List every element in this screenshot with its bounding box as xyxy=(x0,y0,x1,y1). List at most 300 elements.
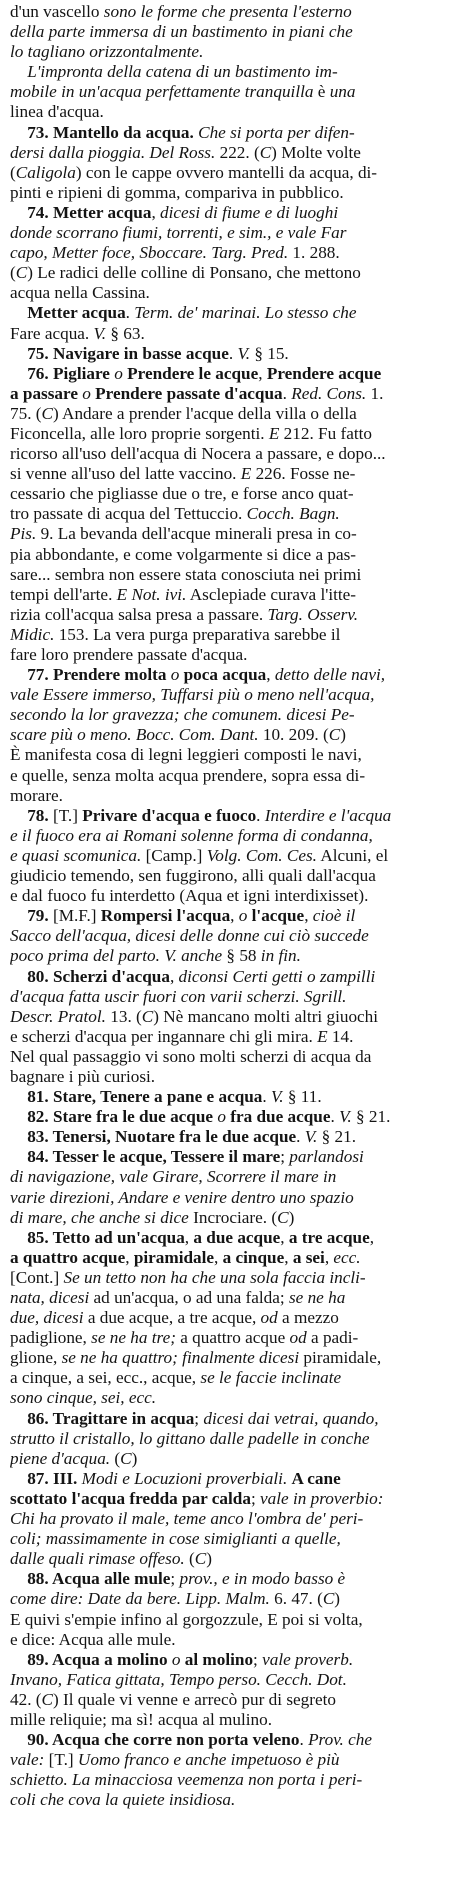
text-run: vale in proverbio: xyxy=(260,1488,384,1508)
text-run: ( xyxy=(110,1448,121,1468)
text-run: C xyxy=(15,263,28,283)
text-run: Caligola xyxy=(15,162,76,182)
text-run: ) Le radici delle colline di Ponsano, che mettono xyxy=(27,263,361,283)
text-run: Cocch. Bagn. xyxy=(246,504,340,524)
text-run: C xyxy=(259,142,272,162)
text-line xyxy=(10,1469,465,1489)
text-run: a due acque xyxy=(193,1227,281,1247)
text-run: al molino xyxy=(184,1649,254,1669)
text-line xyxy=(10,1047,465,1067)
text-run: dicesi dai vetrai, quando, xyxy=(203,1408,379,1428)
text-line xyxy=(10,203,465,223)
text-run: Midic. xyxy=(10,624,55,644)
text-run: § 21. xyxy=(317,1127,356,1147)
text-run: 88. Acqua alle mule xyxy=(10,1569,171,1589)
text-run: sono le forme che presenta l'esterno xyxy=(103,2,352,21)
text-run: [T.] xyxy=(52,805,83,825)
text-run: ) xyxy=(288,1207,295,1227)
text-run: 78. xyxy=(10,805,53,825)
text-line xyxy=(10,1288,465,1308)
text-line xyxy=(10,967,465,987)
text-run: 75. Navigare in basse acque xyxy=(10,343,229,363)
text-line xyxy=(10,645,465,665)
text-line xyxy=(10,1529,465,1549)
text-run: a quattro acque xyxy=(10,1247,126,1267)
text-line xyxy=(10,1690,465,1710)
text-line xyxy=(10,1388,465,1408)
text-run: Pis. xyxy=(10,524,37,544)
text-run: 85. Tetto ad un'acqua xyxy=(10,1227,185,1247)
text-run: padiglione, xyxy=(10,1328,92,1348)
text-line xyxy=(10,1248,465,1268)
text-run: § 11. xyxy=(283,1087,322,1107)
text-line xyxy=(10,1569,465,1589)
text-run: V. xyxy=(237,343,251,363)
text-run: ) xyxy=(334,1589,341,1609)
text-run: A cane xyxy=(291,1468,341,1488)
text-run: . xyxy=(296,1127,305,1147)
text-line xyxy=(10,1770,465,1790)
text-line xyxy=(10,504,465,524)
text-run: dalle quali rimase offeso. xyxy=(10,1549,185,1569)
text-run: se ne ha xyxy=(288,1288,346,1307)
text-run: ad un'acqua, o ad una falda; xyxy=(89,1288,289,1307)
text-run: 6. 47. ( xyxy=(269,1589,323,1609)
text-run: ecc. xyxy=(333,1247,361,1267)
text-run: Descr. Pratol. xyxy=(10,1006,106,1026)
text-run: , xyxy=(304,906,313,926)
text-line xyxy=(10,1549,465,1569)
text-run: 76. Pigliare xyxy=(10,363,110,383)
text-run: a cinque xyxy=(222,1247,285,1267)
text-run: Che si porta per difen- xyxy=(198,122,355,142)
text-run: a cinque, a sei, ecc., acque, xyxy=(10,1368,201,1388)
text-run: vale proverb. xyxy=(262,1649,354,1669)
text-run: , xyxy=(125,1247,134,1267)
text-run: 89. Acqua a molino xyxy=(10,1649,168,1669)
text-line xyxy=(10,22,465,42)
text-run: piramidale, xyxy=(299,1348,382,1368)
text-run: capo, Metter foce, Sboccare. Targ. Pred. xyxy=(10,243,289,263)
text-run: della parte immersa di un bastimento in piani che xyxy=(10,22,353,42)
text-line xyxy=(10,283,465,303)
text-run: V. xyxy=(93,323,107,343)
text-run: Fare acqua. xyxy=(10,323,94,343)
text-run: . xyxy=(299,1730,309,1750)
text-run: . xyxy=(125,303,135,323)
text-run: tro passate di acqua del Tettuccio. xyxy=(10,504,247,524)
text-run: Targ. Osserv. xyxy=(267,604,359,624)
text-run: ; xyxy=(170,1569,180,1589)
text-run: 1. 288. xyxy=(288,243,340,263)
text-run: Metter acqua xyxy=(10,303,126,323)
text-line xyxy=(10,263,465,283)
text-line xyxy=(10,705,465,725)
text-run: , xyxy=(266,665,275,685)
text-line xyxy=(10,1489,465,1509)
text-run: Asclepiade curava l'itte- xyxy=(186,584,357,604)
text-run: , xyxy=(184,1227,194,1247)
text-line xyxy=(10,987,465,1007)
text-line xyxy=(10,62,465,82)
text-run: § 21. xyxy=(351,1107,391,1127)
text-run: mobile in un'acqua perfettamente tranquilla xyxy=(10,82,314,102)
text-line xyxy=(10,1449,465,1469)
text-run: linea d'acqua. xyxy=(10,102,104,122)
text-run: Nel qual passaggio vi sono molti scherzi di acqua da xyxy=(10,1046,372,1066)
text-line xyxy=(10,183,465,203)
text-run: 1. xyxy=(366,383,384,403)
text-run: 153. La vera purga preparativa sarebbe il xyxy=(54,624,341,644)
text-run: dersi dalla pioggia. Del Ross. xyxy=(10,142,216,162)
text-run: come dire: Date da bere. Lipp. Malm. xyxy=(10,1589,270,1609)
text-run: poca acqua xyxy=(183,665,267,685)
text-run: 77. Prendere molta xyxy=(10,665,167,685)
text-line xyxy=(10,806,465,826)
text-line xyxy=(10,826,465,846)
text-line xyxy=(10,545,465,565)
text-run: sare... sembra non essere stata conosciuta nei primi xyxy=(10,564,362,584)
text-run: § 15. xyxy=(250,343,289,363)
text-run: Rompersi l'acqua xyxy=(100,906,231,926)
text-run: , xyxy=(284,1247,293,1267)
text-run: dicesi di fiume e di luoghi xyxy=(160,202,339,222)
text-line xyxy=(10,1127,465,1147)
text-line xyxy=(10,444,465,464)
text-run: V. xyxy=(271,1087,284,1107)
text-line xyxy=(10,123,465,143)
text-run: E quivi s'empie infino al gorgozzule, E poi si volta, xyxy=(10,1609,363,1629)
text-run: Red. Cons. xyxy=(291,383,367,403)
text-run: 75. ( xyxy=(10,403,42,423)
text-run: rizia coll'acqua salsa presa a passare. xyxy=(10,604,268,624)
text-run: 80. Scherzi d'acqua xyxy=(10,966,170,986)
text-run: pinti e ripieni di gomma, compariva in pubblico. xyxy=(10,182,344,202)
text-run: ) Molte volte xyxy=(271,142,361,162)
text-run: schietto. La minacciosa veemenza non porta i peri- xyxy=(10,1770,363,1790)
text-run: ) xyxy=(206,1549,212,1569)
text-line xyxy=(10,906,465,926)
text-line xyxy=(10,344,465,364)
text-run: C xyxy=(328,725,341,745)
text-run: acqua nella Cassina. xyxy=(10,283,150,303)
text-run: Prov. che xyxy=(308,1730,373,1750)
text-run: a mezzo xyxy=(277,1308,339,1328)
text-line xyxy=(10,1067,465,1087)
text-line xyxy=(10,886,465,906)
text-run: 222. ( xyxy=(215,142,260,162)
text-run: C xyxy=(322,1589,335,1609)
text-run: . xyxy=(256,805,265,825)
text-run: C xyxy=(141,1006,154,1026)
text-run: se le faccie inclinate xyxy=(200,1368,342,1388)
text-line xyxy=(10,1630,465,1650)
text-run: poco prima del parto. V. anche xyxy=(10,946,223,966)
text-line xyxy=(10,1368,465,1388)
text-run: L'impronta della catena di un bastimento im- xyxy=(10,62,338,82)
text-run: od xyxy=(289,1328,307,1348)
text-run: ) Andare a prender l'acque della villa o della xyxy=(52,403,357,423)
text-run: o xyxy=(77,383,96,403)
text-line xyxy=(10,324,465,344)
text-run: . xyxy=(228,343,238,363)
text-run: § 58 xyxy=(222,946,261,966)
text-line xyxy=(10,1147,465,1167)
text-run: ) xyxy=(340,725,346,745)
text-run: morare. xyxy=(10,785,63,805)
text-run: 87. III. xyxy=(10,1468,82,1488)
text-line xyxy=(10,1650,465,1670)
text-run: coli che cova la quiete insidiosa. xyxy=(10,1790,236,1810)
text-run: a passare xyxy=(10,383,78,403)
text-run: ) xyxy=(131,1448,138,1468)
text-run: 212. Fu fatto xyxy=(279,423,372,443)
text-run: sono cinque, sei, ecc. xyxy=(10,1388,157,1408)
text-run: 90. Acqua che corre non porta veleno xyxy=(10,1730,300,1750)
text-line xyxy=(10,1589,465,1609)
text-line xyxy=(10,143,465,163)
text-line xyxy=(10,1208,465,1228)
text-run: vale Essere immerso, Tuffarsi più o meno nell'acqua, xyxy=(10,685,375,705)
text-run: detto delle navi, xyxy=(274,665,386,685)
text-run: ) con le cappe ovvero mantelli da acqua, di- xyxy=(75,162,378,182)
text-run: È manifesta cosa di legni leggieri composti le navi, xyxy=(10,745,362,765)
text-run: Privare d'acqua e fuoco xyxy=(82,805,257,825)
text-run: coli; massimamente in cose simiglianti a quelle, xyxy=(10,1529,341,1549)
text-run: , xyxy=(214,1247,223,1267)
text-line xyxy=(10,223,465,243)
text-run: e scherzi d'acqua per ingannare chi gli mira. xyxy=(10,1026,318,1046)
text-run: , xyxy=(280,1227,289,1247)
text-line xyxy=(10,464,465,484)
text-run: o xyxy=(238,906,252,926)
text-run: 79. xyxy=(10,906,53,926)
text-line xyxy=(10,1027,465,1047)
text-run: . xyxy=(262,1087,271,1107)
text-run: . xyxy=(282,383,292,403)
text-run: ; xyxy=(194,1408,204,1428)
text-run: prov., e in modo basso è xyxy=(179,1569,346,1589)
text-line xyxy=(10,102,465,122)
text-run: piramidale xyxy=(133,1247,215,1267)
text-run: , xyxy=(258,363,267,383)
text-run: C xyxy=(277,1207,289,1227)
text-run: ) Il quale vi venne e arrecò pur di segreto xyxy=(52,1689,336,1709)
text-run: è xyxy=(313,82,330,102)
text-run: lo tagliano orizzontalmente. xyxy=(10,42,204,62)
text-run: Volg. Com. Ces. xyxy=(206,845,317,865)
text-line xyxy=(10,725,465,745)
text-run: d'un vascello xyxy=(10,2,104,21)
text-run: , xyxy=(230,906,239,926)
text-run: ricorso all'uso dell'acqua di Nocera a passare, e dopo... xyxy=(10,444,386,464)
text-line xyxy=(10,1409,465,1429)
text-run: Prendere acque xyxy=(266,363,382,383)
text-run: ; xyxy=(253,1649,263,1669)
text-run: a padi- xyxy=(306,1328,359,1348)
text-line xyxy=(10,665,465,685)
text-run: a quattro acque xyxy=(175,1328,290,1348)
text-run: C xyxy=(41,1689,53,1709)
text-line xyxy=(10,484,465,504)
text-line xyxy=(10,786,465,806)
text-run: 86. Tragittare in acqua xyxy=(10,1408,195,1428)
text-run: l'acque xyxy=(251,906,305,926)
text-run: se ne ha quattro; finalmente dicesi xyxy=(61,1348,300,1368)
text-run: , xyxy=(324,1247,334,1267)
text-run: Invano, Fatica gittata, Tempo perso. Cecch. Dot. xyxy=(10,1669,347,1689)
text-run: secondo la lor gravezza; che comunem. dicesi Pe- xyxy=(10,705,355,725)
text-run: E Not. ivi. xyxy=(116,584,187,604)
text-run: fare loro prendere passate d'acqua. xyxy=(10,645,248,664)
text-run: C xyxy=(41,403,53,423)
text-line xyxy=(10,685,465,705)
text-run: , xyxy=(151,202,161,222)
text-run: Term. de' marinai. Lo stesso che xyxy=(134,303,357,323)
text-run: a tre acque xyxy=(288,1227,370,1247)
text-run: , xyxy=(369,1227,375,1247)
text-run: fra due acque xyxy=(230,1107,331,1127)
text-run: Interdire e l'acqua xyxy=(264,805,392,825)
text-line xyxy=(10,565,465,585)
text-line xyxy=(10,1268,465,1288)
text-run: [M.F.] xyxy=(52,906,101,926)
text-run: vale: xyxy=(10,1750,45,1770)
text-run: 42. ( xyxy=(10,1689,42,1709)
text-run: ( xyxy=(10,162,16,182)
text-run: § 63. xyxy=(106,323,145,343)
text-run: 74. Metter acqua xyxy=(10,202,152,222)
text-run: o xyxy=(167,1649,185,1669)
text-run: od xyxy=(260,1308,278,1328)
text-run: 10. 209. ( xyxy=(258,725,329,745)
text-run: Incrociare. ( xyxy=(188,1207,278,1227)
text-run: [T.] xyxy=(44,1750,78,1770)
text-run: a due acque, a tre acque, xyxy=(83,1308,261,1328)
text-line xyxy=(10,1670,465,1690)
text-run: ( xyxy=(184,1549,195,1569)
text-line xyxy=(10,766,465,786)
text-line xyxy=(10,404,465,424)
text-run: o xyxy=(109,363,128,383)
text-line xyxy=(10,1610,465,1630)
text-line xyxy=(10,1107,465,1127)
text-line xyxy=(10,1228,465,1248)
text-run: Sacco dell'acqua, dicesi delle donne cui ciò succede xyxy=(10,926,369,946)
text-run: Prendere passate d'acqua xyxy=(95,383,283,403)
text-run: E xyxy=(268,423,280,443)
text-line xyxy=(10,1509,465,1529)
text-line xyxy=(10,384,465,404)
text-run: ; xyxy=(280,1147,290,1167)
text-line xyxy=(10,1328,465,1348)
text-run: ( xyxy=(10,263,16,283)
text-run: strutto il cristallo, lo gittano dalle padelle in conche xyxy=(10,1428,370,1448)
text-line xyxy=(10,926,465,946)
text-run: o xyxy=(213,1107,231,1127)
text-run: cessario che pigliasse due o tre, e forse anco quat- xyxy=(10,484,354,504)
text-run: E xyxy=(317,1026,328,1046)
text-run: 84. Tesser le acque, Tessere il mare xyxy=(10,1147,281,1167)
text-run: di mare, che anche si dice xyxy=(10,1207,189,1227)
text-run: C xyxy=(194,1549,207,1569)
text-run: e quasi scomunica. xyxy=(10,845,142,865)
text-run: glione, xyxy=(10,1348,62,1368)
text-line xyxy=(10,303,465,323)
text-run: in fin. xyxy=(260,946,301,966)
text-run: due, dicesi xyxy=(10,1308,84,1328)
text-run: di navigazione, vale Girare, Scorrere il mare in xyxy=(10,1167,337,1187)
text-run: Alcuni, el xyxy=(316,845,389,865)
text-run: [Cont.] xyxy=(10,1267,64,1287)
text-run: o xyxy=(166,665,184,685)
text-run: ; xyxy=(250,1488,261,1508)
text-run: 13. ( xyxy=(105,1006,142,1026)
text-run: d'acqua fatta uscir fuori con varii scherzi. Sgrill. xyxy=(10,986,347,1006)
text-line xyxy=(10,163,465,183)
text-run: 14. xyxy=(327,1026,354,1046)
text-line xyxy=(10,585,465,605)
text-run: Uomo franco e anche impetuoso è più xyxy=(77,1750,340,1770)
text-run: cioè il xyxy=(312,906,356,926)
text-run: . xyxy=(330,1107,340,1127)
text-run: bagnare i più curiosi. xyxy=(10,1066,156,1086)
text-line xyxy=(10,1429,465,1449)
text-run: una xyxy=(329,82,356,102)
text-run: nata, dicesi xyxy=(10,1288,90,1307)
text-run: 83. Tenersi, Nuotare fra le due acque xyxy=(10,1127,297,1147)
text-run: [Camp.] xyxy=(141,845,207,865)
text-run: scottato l'acqua fredda par calda xyxy=(10,1488,251,1508)
text-run: e quelle, senza molta acqua prendere, sopra essa di- xyxy=(10,765,366,785)
text-line xyxy=(10,1087,465,1107)
text-run: giudicio temendo, sen fuggirono, alli quali dall'acqua xyxy=(10,866,376,886)
text-line xyxy=(10,846,465,866)
text-run: C xyxy=(120,1448,132,1468)
text-run: Chi ha provato il male, teme anco l'ombra de' peri- xyxy=(10,1509,364,1529)
text-run: 81. Stare, Tenere a pane e acqua xyxy=(10,1087,263,1107)
text-run: tempi dell'arte. xyxy=(10,584,117,604)
text-run: mille reliquie; ma sì! acqua al mulino. xyxy=(10,1709,273,1729)
text-run: 73. Mantello da acqua. xyxy=(10,122,194,142)
text-line xyxy=(10,524,465,544)
text-run: 82. Stare fra le due acque xyxy=(10,1107,214,1127)
text-run: piene d'acqua. xyxy=(10,1448,111,1468)
text-line xyxy=(10,625,465,645)
text-run: e il fuoco era ai Romani solenne forma di condanna, xyxy=(10,825,373,845)
text-run: Modi e Locuzioni proverbiali. xyxy=(81,1468,288,1488)
text-line xyxy=(10,1167,465,1187)
text-line xyxy=(10,42,465,62)
text-line xyxy=(10,1188,465,1208)
text-run: a sei xyxy=(292,1247,325,1267)
text-run: e dice: Acqua alle mule. xyxy=(10,1629,176,1649)
text-run: donde scorrano fiumi, torrenti, e sim., e vale Far xyxy=(10,223,347,243)
text-line xyxy=(10,1348,465,1368)
text-line xyxy=(10,605,465,625)
text-line xyxy=(10,1710,465,1730)
text-line xyxy=(10,1750,465,1770)
text-run: scare più o meno. Bocc. Com. Dant. xyxy=(10,725,259,745)
text-run: pia abbondante, e come volgarmente si dice a pas- xyxy=(10,544,356,564)
text-line xyxy=(10,82,465,102)
text-line xyxy=(10,1730,465,1750)
text-run: se ne ha tre; xyxy=(91,1328,176,1348)
text-run: diconsi Certi getti o zampilli xyxy=(178,966,376,986)
text-line xyxy=(10,946,465,966)
text-run: Ficoncella, alle loro proprie sorgenti. xyxy=(10,423,269,443)
text-run: , xyxy=(169,966,179,986)
